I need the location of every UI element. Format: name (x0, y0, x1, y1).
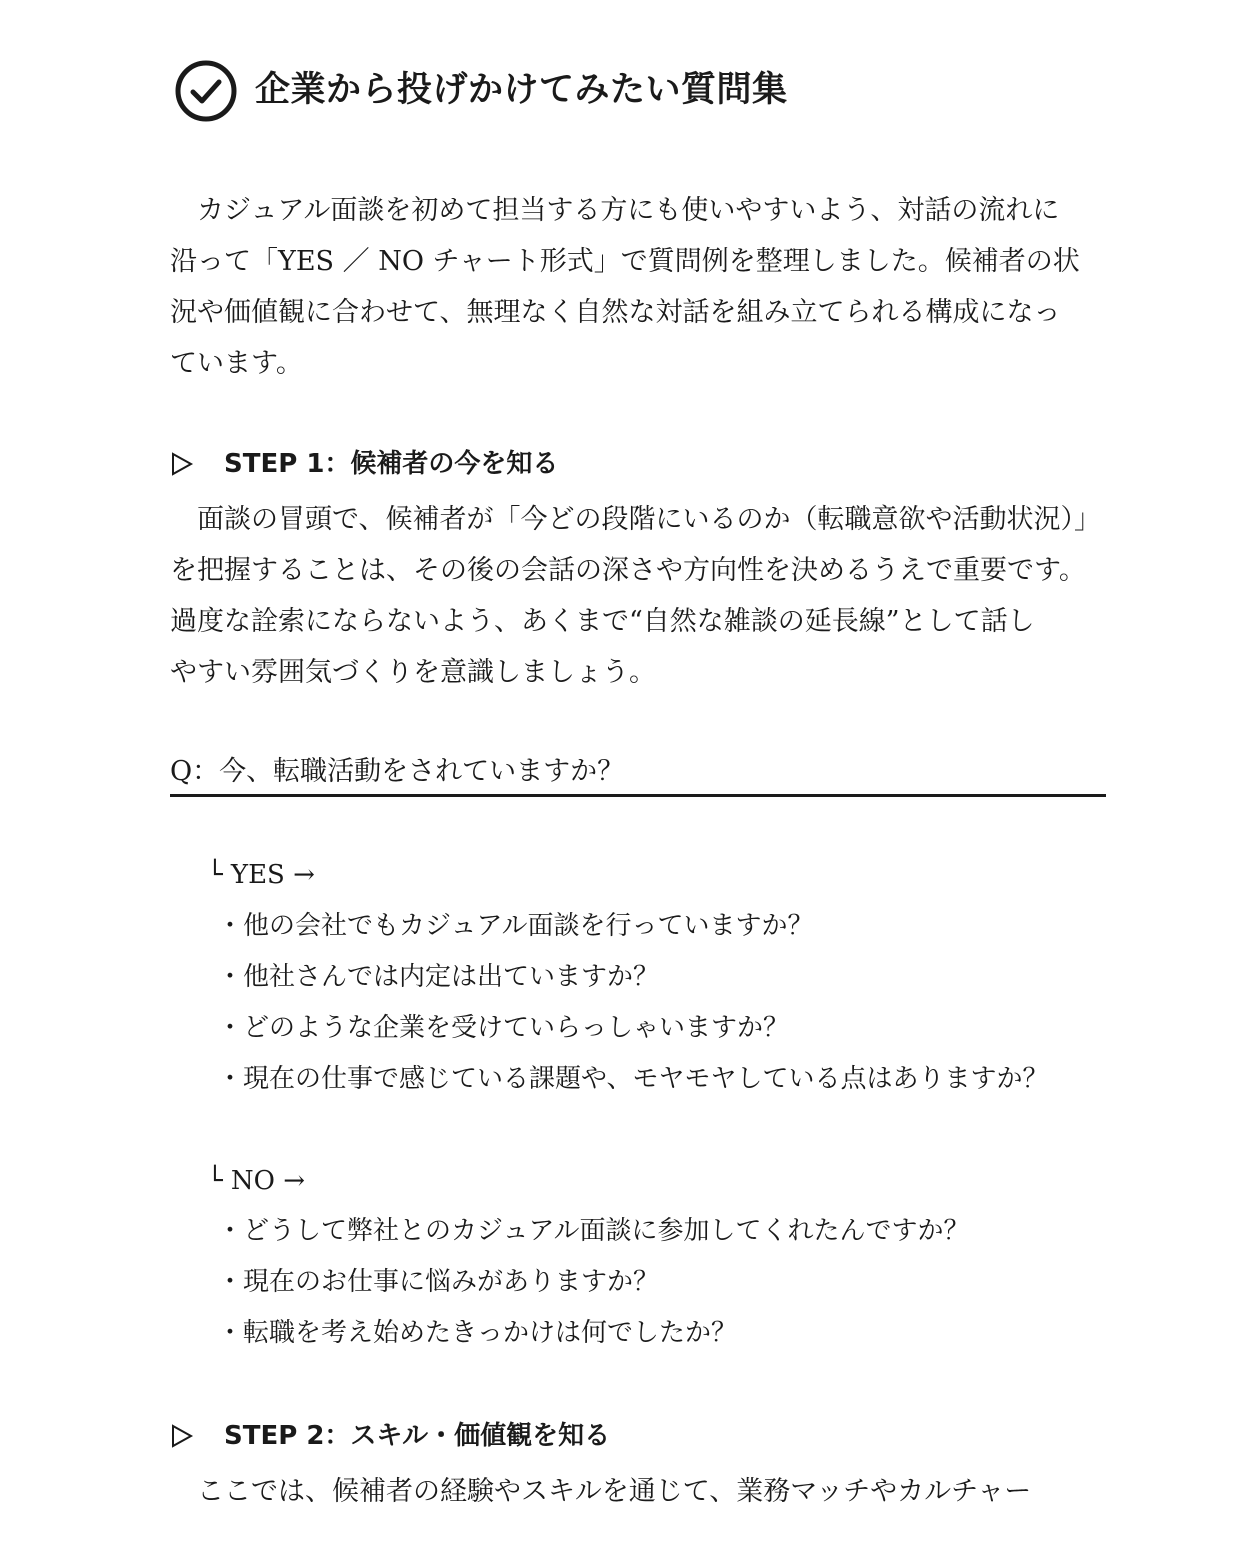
list-item: ・他社さんでは内定は出ていますか？ (217, 962, 660, 992)
yes-branch-label: └ YES → (207, 860, 315, 890)
triangle-right-outline-icon (170, 452, 194, 476)
no-question-list (217, 1206, 969, 1359)
list-item: ・どうして弊社とのカジュアル面談に参加してくれたんですか？ (217, 1216, 970, 1246)
intro-line: カジュアル面談を初めて担当する方にも使いやすいよう、対話の流れに (170, 195, 1060, 226)
step2-heading-text: STEP 2：スキル・価値観を知る (224, 1421, 611, 1451)
no-branch-label: └ NO → (207, 1166, 306, 1196)
step2-paragraph (170, 1466, 1106, 1517)
intro-line: 沿って「YES ／ NO チャート形式」で質問例を整理しました。候補者の状 (170, 246, 1080, 277)
step1-line: やすい雰囲気づくりを意識しましょう。 (170, 657, 656, 688)
check-circle-icon (174, 59, 238, 123)
step2-line: ここでは、候補者の経験やスキルを通じて、業務マッチやカルチャー (170, 1476, 1032, 1507)
intro-line: 況や価値観に合わせて、無理なく自然な対話を組み立てられる構成になっ (170, 297, 1061, 328)
question-heading: Q：今、転職活動をされていますか？ (170, 750, 1106, 797)
list-item: ・どのような企業を受けていらっしゃいますか？ (217, 1013, 790, 1043)
step1-line: 過度な詮索にならないよう、あくまで“自然な雑談の延長線”として話し (170, 606, 1035, 637)
yes-question-list (217, 901, 1048, 1105)
triangle-right-outline-icon (170, 1424, 194, 1448)
intro-line: ています。 (170, 348, 303, 379)
intro-paragraph (170, 185, 1106, 389)
step1-heading-text: STEP 1：候補者の今を知る (224, 449, 559, 479)
step1-line: 面談の冒頭で、候補者が「今どの段階にいるのか（転職意欲や活動状況）」 (170, 504, 1101, 535)
list-item: ・他の会社でもカジュアル面談を行っていますか？ (217, 911, 814, 941)
step1-line: を把握することは、その後の会話の深さや方向性を決めるうえで重要です。 (170, 555, 1086, 586)
step2-heading (170, 1416, 610, 1456)
list-item: ・転職を考え始めたきっかけは何でしたか？ (217, 1318, 738, 1348)
step1-paragraph (170, 494, 1106, 698)
step1-heading (170, 444, 558, 484)
list-item: ・現在のお仕事に悩みがありますか？ (217, 1267, 660, 1297)
page-title: 企業から投げかけてみたい質問集 (255, 70, 788, 110)
list-item: ・現在の仕事で感じている課題や、モヤモヤしている点はありますか？ (217, 1064, 1049, 1094)
